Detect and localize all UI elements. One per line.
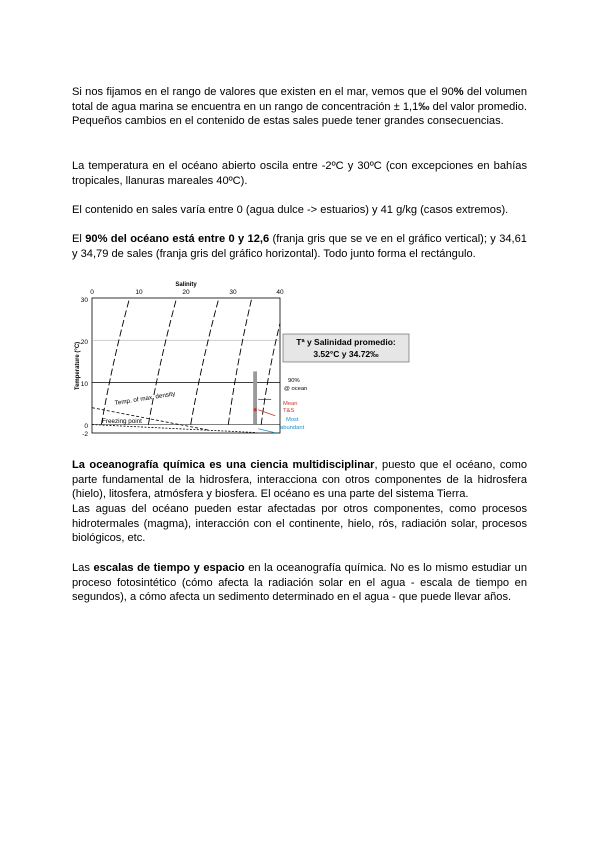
- ninety-percent-label-sub: @ ocean: [284, 386, 308, 392]
- y-tick-label: 30: [80, 297, 88, 304]
- most-abundant-label: Most: [286, 417, 299, 423]
- bold-text-run: %: [453, 86, 464, 98]
- text-run: (franja gris que se ve en el gráfico vertical); y 34,61 y 34,79 de sales (franja gris del gráfico horizontal). Todo junto forma el rectángulo.: [72, 233, 527, 260]
- x-tick-label: 40: [276, 289, 284, 296]
- y-tick-label: -2: [82, 431, 88, 438]
- temp-max-density-label: Temp. of max. density: [114, 390, 176, 407]
- plot-frame: [92, 298, 280, 433]
- mean-ts-label-sub: T&S: [283, 408, 295, 414]
- density-isoline: [191, 298, 219, 425]
- ninety-percent-label: 90%: [288, 378, 300, 384]
- x-tick-label: 30: [229, 289, 237, 296]
- mean-callout-line2: 3.52°C y 34.72‰: [313, 349, 379, 359]
- mean-ts-point: [254, 408, 257, 411]
- paragraph-seawater-concentration: [72, 85, 527, 129]
- y-axis-title: Temperature (°C): [75, 341, 81, 391]
- y-tick-label: 20: [80, 339, 88, 346]
- paragraph-multidisciplinary: [72, 458, 527, 502]
- paragraph-ocean-components: Las aguas del océano pueden estar afectadas por otros componentes, como procesos hidrotermales (magma), interacción con el continente, hielo, rós, radiación solar, procesos biológicos, etc.: [72, 503, 527, 545]
- paragraph-salt-content: El contenido en sales varía entre 0 (agua dulce -> estuarios) y 41 g/kg (casos extremos).: [72, 204, 509, 216]
- most-abundant-arrow: [258, 429, 275, 433]
- paragraph-time-space-scales: [72, 561, 527, 605]
- bold-text-run: escalas de tiempo y espacio: [93, 562, 245, 574]
- bold-text-run: La oceanografía química es una ciencia multidisciplinar: [72, 459, 375, 471]
- mean-ts-label: Mean: [283, 401, 298, 407]
- x-tick-label: 20: [182, 289, 190, 296]
- temperature-salinity-diagram: [70, 278, 410, 443]
- text-run: , puesto que el océano, como parte fundamental de la hidrosfera, interacciona con otros componentes de la hidrosfera (hielo), litosfera, atmósfera y biosfera. El océano es una parte del sistema Tierra.: [72, 459, 528, 501]
- most-abundant-label-sub: abundant: [280, 425, 305, 431]
- mean-ts-arrow: [258, 410, 275, 416]
- text-run: del valor promedio. Pequeños cambios en el contenido de estas sales puede tener grandes consecuencias.: [72, 100, 528, 128]
- density-isoline: [148, 298, 176, 425]
- text-run: El: [72, 233, 86, 245]
- y-tick-label: 10: [80, 381, 88, 388]
- density-isoline: [228, 298, 252, 425]
- paragraph-ninety-percent: [72, 232, 527, 261]
- x-axis-title: Salinity: [175, 282, 197, 288]
- text-run: del volumen total de agua marina se encuentra en un rango de concentración ± 1,1: [72, 86, 527, 113]
- paragraph-temperature: La temperatura en el océano abierto oscila entre -2ºC y 30ºC (con excepciones en bahías tropicales, llanuras mareales 40ºC).: [72, 160, 527, 187]
- chart-marks: [92, 298, 280, 433]
- text-run: Las: [72, 562, 94, 574]
- freezing-point-label: Freezing point: [102, 418, 142, 425]
- bold-text-run: ‰: [418, 100, 430, 113]
- x-tick-label: 10: [135, 289, 143, 296]
- salinity-band-90pct: [253, 371, 257, 424]
- density-isoline: [261, 323, 280, 424]
- text-run: en la oceanografía química. No es lo mismo estudiar un proceso fotosintético (cómo afecta la radiación solar en el agua - escala de tiempo en segundos), a cómo afecta un sedimento determinado en el agua - que puede llevar años.: [72, 562, 527, 604]
- y-tick-label: 0: [84, 423, 88, 430]
- bold-text-run: 90% del océano está entre 0 y 12,6: [85, 233, 270, 245]
- freezing-point-line: [92, 425, 257, 433]
- mean-callout-line1: Tª y Salinidad promedio:: [296, 337, 396, 347]
- x-tick-label: 0: [90, 289, 94, 296]
- text-run: Si nos fijamos en el rango de valores que existen en el mar, vemos que el 90: [72, 86, 454, 98]
